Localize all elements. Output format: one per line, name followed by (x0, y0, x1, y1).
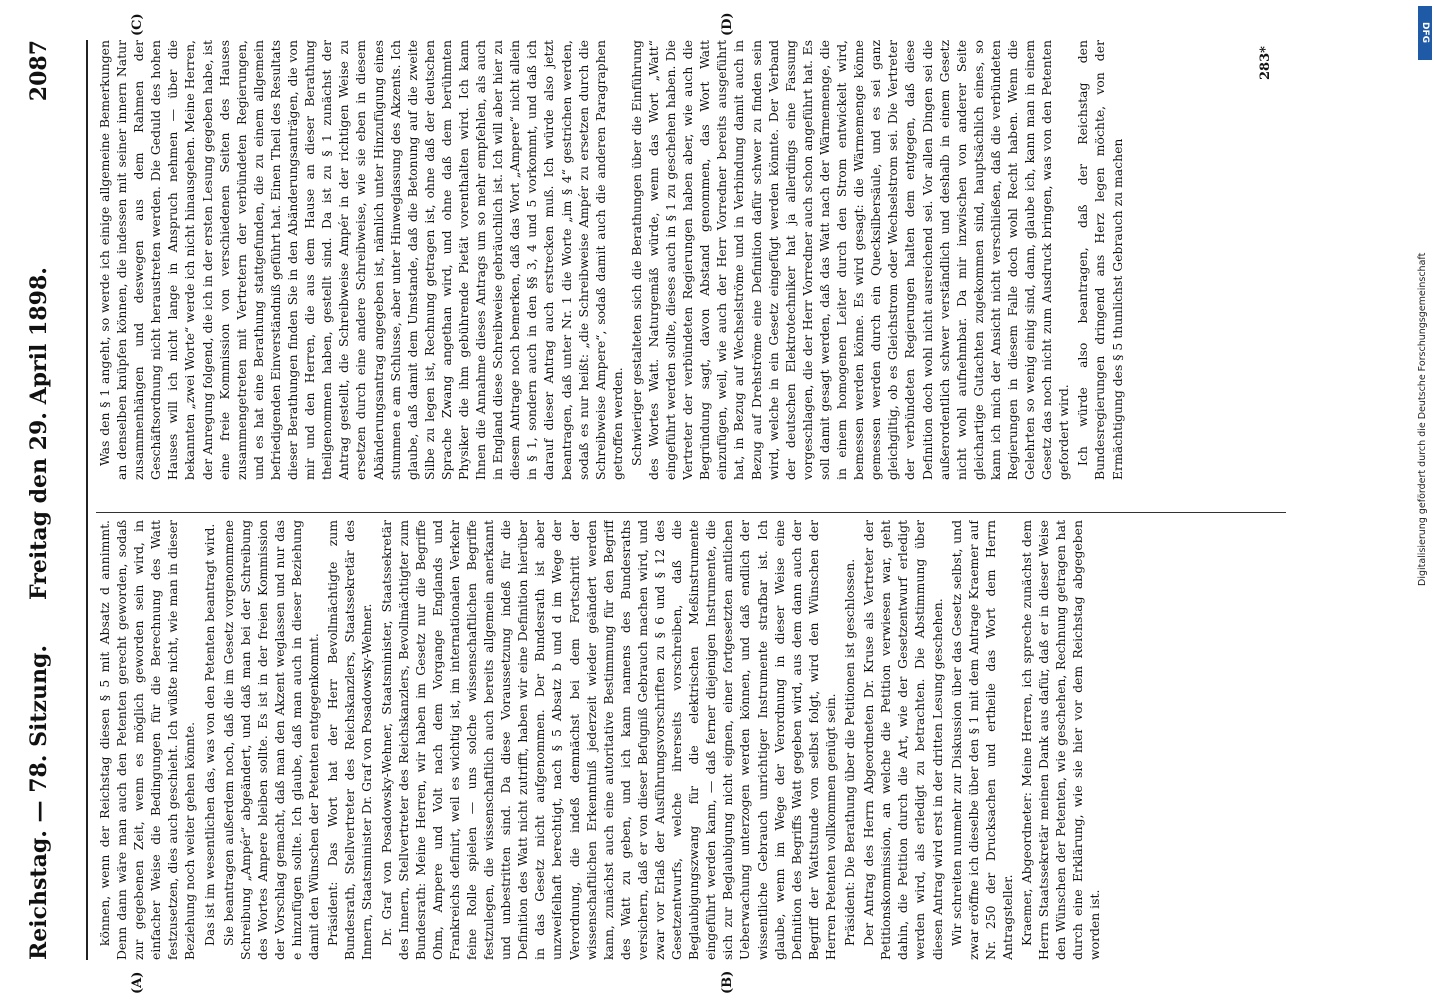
dfg-logo-icon: DFG (1418, 6, 1432, 60)
column-divider (96, 512, 1286, 513)
paragraph: Präsident: Das Wort hat der Herr Bevollmächtigte zum Bundesrath, Stellvertreter des Reichskanzlers, Staatssekretär des Innern, Staatsminister Dr. Graf von Posadowsky-Wehner. (325, 520, 375, 960)
paragraph: Kraemer, Abgeordneter: Meine Herren, ich spreche zunächst dem Herrn Staatssekretär meinen Dank aus dafür, daß er in dieser Weise den Wünschen der Petenten, wie geschehen, Rechnung getragen hat durch eine Erklärung, wie sie hier vor dem Reichstag abgegeben worden ist. (1018, 520, 1103, 960)
margin-marker-d: (D) (720, 12, 735, 36)
digitization-sidebar (1404, 0, 1434, 1000)
margin-marker-b: (B) (720, 970, 735, 994)
paragraph: Ich würde also beantragen, daß der Reichstag den Bundesregierungen dringend ans Herz legen möchte, von der Ermächtigung des § 5 thunlichst Gebrauch zu machen (1075, 40, 1125, 480)
paragraph: Schwieriger gestalteten sich die Berathungen über die Einführung des Wortes Watt. Naturgemäß würde, wenn das Wort „Watt“ eingeführt werden sollte, dieses auch in § 1 zu geschehen haben. Die Vertreter der verbündeten Regierungen haben aber, wie auch die Begründung sagt, davon Abstand genommen, das Wort Watt einzufügen, weil, wie auch der Herr Vorredner bereits ausgeführt hat, in Bezug auf Wechselströme und in Verbindung damit auch in Bezug auf Drehströme eine Definition dafür schwer zu finden sein wird, welche in ein Gesetz eingefügt werden könnte. Der Verband der deutschen Elektrotechniker hat ja allerdings eine Fassung vorgeschlagen, die der Herr Vorredner auch schon angeführt hat. Es soll damit gesagt werden, daß das Watt nach der Wärmemenge, die in einem homogenen Leiter durch den Strom entwickelt wird, bemessen werden könne. Es wird gesagt: die Wärmemenge könne gemessen werden durch ein Quecksilbersäule, und es sei ganz gleichgiltig, ob es Gleichstrom oder Wechselstrom sei. Die Vertreter der verbündeten Regierungen halten dem entgegen, daß diese Definition doch wohl nicht ausreichend sei. Vor allen Dingen sei die außerordentlich schwer verständlich und deshalb in einem Gesetz nicht wohl aufnehmbar. Da mir inzwischen von anderer Seite gleichartige Gutachten zugekommen sind, hauptsächlich eines, so kann ich mich der Ansicht nicht verschließen, daß die verbündeten Regierungen in diesem Falle doch wohl Recht haben. Wenn die Gelehrten so wenig einig sind, dann, glaube ich, kann man in einem Gesetz das noch nicht zum Ausdruck bringen, was von den Petenten gefordert wird. (628, 40, 1072, 480)
page-header (8, 40, 88, 960)
paragraph: Wir schreiten nunmehr zur Diskussion über das Gesetz selbst, und zwar eröffne ich dieselbe über den § 1 mit dem Antrage Kraemer auf Nr. 250 der Drucksachen und ertheile das Wort dem Herrn Antragsteller. (948, 520, 1015, 960)
header-page-number: 2087 (26, 40, 52, 102)
paragraph: Das ist im wesentlichen das, was von den Petenten beantragt wird. (201, 523, 217, 946)
paragraph: können, wenn der Reichstag diesen § 5 mit Absatz d annimmt. Denn dann wäre man auch den Petenten gerecht geworden, sodaß zur gegebenen Zeit, wenn es möglich geworden sein wird, in einfacher Weise die Bedingungen für die Berechnung des Watt festzusetzen, dies auch geschieht. Ich wüßte nicht, wie man in dieser Beziehung noch weiter gehen könnte. (97, 520, 198, 960)
header-date: Freitag den 29. April 1898. (26, 267, 52, 600)
sheet-signature: 283* (1258, 46, 1273, 80)
digitization-note: Digitalisierung gefördert durch die Deutsche Forschungsgemeinschaft (1417, 252, 1428, 586)
text-column-left (96, 520, 1286, 960)
paragraph: Der Antrag des Herrn Abgeordneten Dr. Kruse als Vertreter der Petitionskommission, an welche die Petition verwiesen war, geht dahin, die Petition durch die Art, wie der Gesetzentwurf erledigt werden wird, als erledigt zu betrachten. Die Abstimmung über diesen Antrag wird erst in der dritten Lesung geschehen. (861, 520, 945, 960)
header-session-title: Reichstag. — 78. Sitzung. (26, 644, 52, 960)
paragraph: Sie beantragen außerdem noch, daß die im Gesetz vorgenommene Schreibung „Ampér“ abgeändert, und daß man bei der Schreibung des Wortes Ampere bleiben sollte. Es ist in der freien Kommission der Vorschlag gemacht, daß man den Akzent weglassen und nur das e hinzufügen sollte. Ich glaube, daß man auch in dieser Beziehung damit den Wünschen der Petenten entgegenkommt. (220, 520, 322, 960)
paragraph: Präsident: Die Berathung über die Petitionen ist geschlossen. (842, 558, 858, 946)
margin-marker-a: (A) (130, 971, 145, 994)
paragraph: Was den § 1 angeht, so werde ich einige allgemeine Bemerkungen an denselben knüpfen können, die indessen mit seiner innern Natur zusammenhängen und deswegen aus dem Rahmen der Geschäftsordnung nicht heraustreten werden. Die Geduld des hohen Hauses will ich nicht lange in Anspruch nehmen — über die bekannten „zwei Worte“ werde ich nicht hinausgehen. Meine Herren, der Anregung folgend, die ich in der ersten Lesung gegeben habe, ist eine freie Kommission von verschiedenen Seiten des Hauses zusammengetreten mit Vertretern der verbündeten Regierungen, und es hat eine Berathung stattgefunden, die zu einem allgemein befriedigenden Einverständniß geführt hat. Einen Theil des Resultats dieser Berathungen finden Sie in den Abänderungsanträgen, die von mir und den Herren, die aus dem Hause an dieser Berathung theilgenommen haben, gestellt sind. Da ist zu § 1 zunächst der Antrag gestellt, die Schreibweise Ampér in der richtigen Weise zu ersetzen durch eine andere Schreibweise, wie sie eben in diesem Abänderungsantrag angegeben ist, nämlich unter Hinzufügung eines stummen e am Schlusse, aber unter Hinweglassung des Akzents. Ich glaube, daß damit dem Umstande, daß die Betonung auf die zweite Silbe zu legen ist, Rechnung getragen ist, ohne daß der deutschen Sprache Zwang angethan wird, und ohne daß dem berühmten Physiker die ihm gebührende Pietät vorenthalten wird. Ich kann Ihnen die Annahme dieses Antrags um so mehr empfehlen, als auch in England diese Schreibweise gebräuchlich ist. Ich will aber hier zu diesem Antrage noch bemerken, daß das Wort „Ampere“ nicht allein in § 1, sondern auch in den §§ 3, 4 und 5 vorkommt, und daß ich darauf dieser Antrag auch erstrecken muß. Ich würde also jetzt beantragen, daß unter Nr. 1 die Worte „im § 4“ gestrichen werden, sodaß es nur heißt: „die Schreibweise Ampér zu ersetzen durch die Schreibweise Ampere“, sodaß damit auch die anderen Paragraphen getroffen werden. (97, 40, 625, 480)
text-column-right (96, 40, 1286, 480)
margin-marker-c: (C) (130, 13, 145, 36)
paragraph: Dr. Graf von Posadowsky-Wehner, Staatsminister, Staatssekretär des Innern, Stellvertreter des Reichskanzlers, Bevollmächtigter zum Bundesrath: Meine Herren, wir haben im Gesetz nur die Begriffe Ohm, Ampere und Volt nach dem Vorgange Englands und Frankreichs definirt, weil es wichtig ist, im internationalen Verkehr feine Rolle spielen — uns solche wissenschaftlichen Begriffe festzulegen, die wissenschaftlich auch bereits allgemein anerkannt und unbestritten sind. Da diese Voraussetzung indeß für die Definition des Watt nicht zutrifft, haben wir eine Definition hierüber in das Gesetz nicht aufgenommen. Der Bundesrath ist aber unzweifelhaft berechtigt, nach § 5 Absatz b und d im Wege der Verordnung, die indeß demnächst bei dem Fortschritt der wissenschaftlichen Erkenntniß jederzeit wieder geändert werden kann, zunächst auch eine autoritative Bestimmung für den Begriff des Watt zu geben, und ich kann namens des Bundesraths versichern, daß er von dieser Befugniß Gebrauch machen wird, und zwar vor Erlaß der Ausführungsvorschriften zu § 6 und § 12 des Gesetzentwurfs, welche ihrerseits vorschreiben, daß die Beglaubigungszwang für die elektrischen Meßinstrumente eingeführt werden kann, — daß ferner diejenigen Instrumente, die sich zur Beglaubigung nicht eignen, einer fortgesetzten amtlichen Ueberwachung unterzogen werden können, und daß endlich der wissentliche Gebrauch unrichtiger Instrumente strafbar ist. Ich glaube, wenn im Wege der Verordnung in dieser Weise eine Definition des Begriffs Watt gegeben wird, aus dem dann auch der Begriff der Wattstunde von selbst folgt, wird den Wünschen der Herren Petenten vollkommen genügt sein. (378, 520, 838, 960)
